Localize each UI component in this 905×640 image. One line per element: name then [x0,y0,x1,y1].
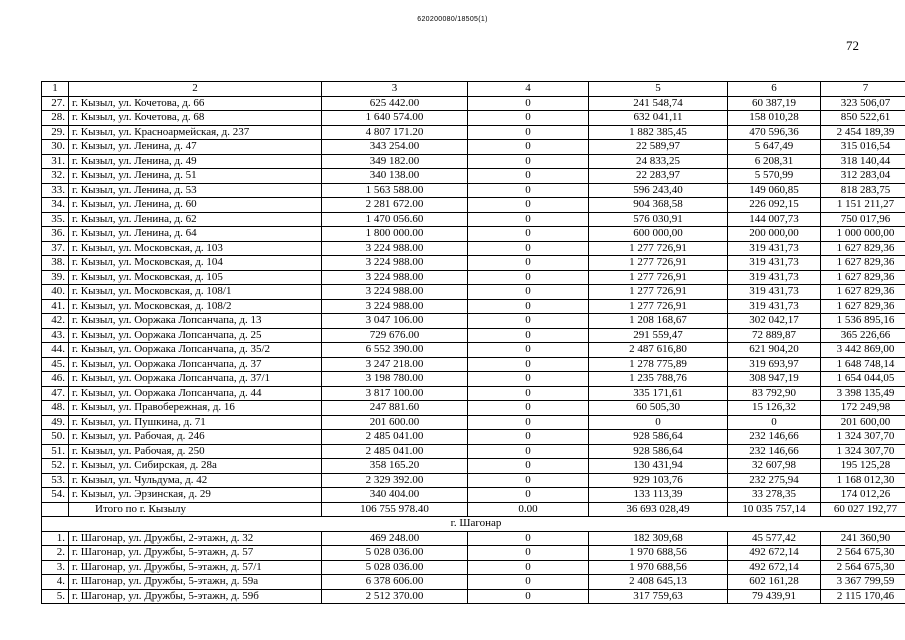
table-cell: 1 640 574.00 [322,111,468,126]
table-cell: 47. [42,386,69,401]
table-cell: 340 138.00 [322,169,468,184]
table-cell: 0 [468,343,589,358]
table-cell: 0 [468,270,589,285]
table-cell: 46. [42,372,69,387]
table-cell: 0 [468,386,589,401]
table-cell: 0.00 [468,502,589,517]
table-cell: 1 563 588.00 [322,183,468,198]
table-row [42,459,905,474]
table-cell: 0 [468,372,589,387]
table-cell: 1 654 044,05 [821,372,905,387]
table-cell: 1 800 000.00 [322,227,468,242]
table-cell: 241 360,90 [821,531,905,546]
table-cell: 6 378 606.00 [322,575,468,590]
table-row [42,256,905,271]
table-cell: 174 012,26 [821,488,905,503]
table-row [42,444,905,459]
table-cell: г. Кызыл, ул. Рабочая, д. 246 [69,430,322,445]
column-header: 6 [728,82,821,97]
table-cell: 10 035 757,14 [728,502,821,517]
table-cell: 34. [42,198,69,213]
table-cell: 44. [42,343,69,358]
table-row [42,169,905,184]
table-cell: г. Шагонар, ул. Дружбы, 2-этажн, д. 32 [69,531,322,546]
table-cell: г. Кызыл, ул. Московская, д. 105 [69,270,322,285]
table-cell: 0 [468,96,589,111]
table-row [42,285,905,300]
table-cell: 1 168 012,30 [821,473,905,488]
table-cell: 308 947,19 [728,372,821,387]
table-cell: 1 470 056.60 [322,212,468,227]
table-cell: 5 570,99 [728,169,821,184]
table-cell: 323 506,07 [821,96,905,111]
table-row [42,415,905,430]
table-cell: г. Кызыл, ул. Ооржака Лопсанчапа, д. 13 [69,314,322,329]
table-cell: г. Кызыл, ул. Пушкина, д. 71 [69,415,322,430]
table-cell: 469 248.00 [322,531,468,546]
table-cell: 929 103,76 [589,473,728,488]
table-cell: г. Кызыл, ул. Правобережная, д. 16 [69,401,322,416]
table-cell: 319 431,73 [728,241,821,256]
table-cell: 2. [42,546,69,561]
table-cell: г. Кызыл, ул. Ооржака Лопсанчапа, д. 37/1 [69,372,322,387]
table-cell: 3 224 988.00 [322,256,468,271]
table-cell: г. Кызыл, ул. Эрзинская, д. 29 [69,488,322,503]
table-cell: 50. [42,430,69,445]
table-cell: 3 224 988.00 [322,285,468,300]
table-cell: 195 125,28 [821,459,905,474]
table-cell: 3 224 988.00 [322,270,468,285]
table-cell: 49. [42,415,69,430]
table-cell: 0 [468,488,589,503]
table-row [42,386,905,401]
column-header: 7 [821,82,905,97]
table-cell: 2 512 370.00 [322,589,468,604]
column-header: 1 [42,82,69,97]
table-cell: 0 [468,328,589,343]
table-cell: 358 165.20 [322,459,468,474]
table-cell: 1 627 829,36 [821,270,905,285]
table-cell: г. Кызыл, ул. Сибирская, д. 28а [69,459,322,474]
table-cell: г. Кызыл, ул. Ленина, д. 64 [69,227,322,242]
table-cell: 33. [42,183,69,198]
data-table [41,81,905,604]
page-number: 72 [846,38,859,53]
table-cell: 492 672,14 [728,560,821,575]
table-cell: 45 577,42 [728,531,821,546]
table-cell: 0 [468,430,589,445]
column-header: 5 [589,82,728,97]
table-cell: 0 [468,198,589,213]
table-cell: 40. [42,285,69,300]
table-cell: 1 151 211,27 [821,198,905,213]
table-cell: г. Кызыл, ул. Ленина, д. 47 [69,140,322,155]
table-cell: 0 [468,459,589,474]
table-cell: 0 [468,415,589,430]
table-cell: 928 586,64 [589,444,728,459]
table-row [42,111,905,126]
table-cell: 319 431,73 [728,270,821,285]
table-cell: 31. [42,154,69,169]
table-row [42,531,905,546]
table-cell: 79 439,91 [728,589,821,604]
table-cell: 30. [42,140,69,155]
table-cell: 1 000 000,00 [821,227,905,242]
table-cell: 2 115 170,46 [821,589,905,604]
table-cell: 0 [468,299,589,314]
table-cell: 317 759,63 [589,589,728,604]
table-cell: 1 324 307,70 [821,444,905,459]
table-cell: 60 505,30 [589,401,728,416]
table-cell: 22 589,97 [589,140,728,155]
table-cell: 106 755 978.40 [322,502,468,517]
table-cell: 576 030,91 [589,212,728,227]
table-cell: 1 324 307,70 [821,430,905,445]
table-row [42,560,905,575]
table-cell: 1 970 688,56 [589,546,728,561]
table-cell: 201 600,00 [821,415,905,430]
table-cell: 3 198 780.00 [322,372,468,387]
table-cell: 1. [42,531,69,546]
table-cell: 3. [42,560,69,575]
table-cell: 0 [468,285,589,300]
table-cell: 52. [42,459,69,474]
table-cell: 1 278 775,89 [589,357,728,372]
table-cell: 315 016,54 [821,140,905,155]
table-cell: 3 367 799,59 [821,575,905,590]
table-cell: 0 [468,183,589,198]
table-row [42,372,905,387]
table-cell: 2 487 616,80 [589,343,728,358]
table-cell: 24 833,25 [589,154,728,169]
table-cell: 470 596,36 [728,125,821,140]
table-cell: 1 648 748,14 [821,357,905,372]
table-cell: 43. [42,328,69,343]
table-cell: 343 254.00 [322,140,468,155]
table-cell: 319 431,73 [728,299,821,314]
table-row [42,546,905,561]
table-cell: 904 368,58 [589,198,728,213]
table-cell: 0 [468,575,589,590]
table-cell: 0 [468,212,589,227]
table-cell: 60 027 192,77 [821,502,905,517]
table-cell: 5 028 036.00 [322,546,468,561]
table-cell: 158 010,28 [728,111,821,126]
table-cell: г. Кызыл, ул. Ленина, д. 53 [69,183,322,198]
table-cell: 36 693 028,49 [589,502,728,517]
table-cell: 318 140,44 [821,154,905,169]
table-cell: г. Кызыл, ул. Кочетова, д. 66 [69,96,322,111]
table-cell: г. Кызыл, ул. Ленина, д. 60 [69,198,322,213]
table-cell: 0 [468,589,589,604]
table-cell: 182 309,68 [589,531,728,546]
table-cell: 0 [468,401,589,416]
table-cell: 42. [42,314,69,329]
table-cell: г. Кызыл, ул. Ооржака Лопсанчапа, д. 44 [69,386,322,401]
table-cell: 27. [42,96,69,111]
table-cell: 3 398 135,49 [821,386,905,401]
total-label: Итого по г. Кызылу [69,502,322,517]
table-cell: 130 431,94 [589,459,728,474]
table-cell: 3 047 106.00 [322,314,468,329]
table-cell: 729 676.00 [322,328,468,343]
table-row [42,357,905,372]
table-cell: 625 442.00 [322,96,468,111]
table-cell: 319 431,73 [728,285,821,300]
table-cell: 1 277 726,91 [589,241,728,256]
table-cell: 1 277 726,91 [589,299,728,314]
table-cell: 2 281 672.00 [322,198,468,213]
table-cell: 621 904,20 [728,343,821,358]
table-cell: 3 247 218.00 [322,357,468,372]
table-cell: 818 283,75 [821,183,905,198]
table-cell: 247 881.60 [322,401,468,416]
table-cell: г. Кызыл, ул. Ленина, д. 51 [69,169,322,184]
table-cell: 5. [42,589,69,604]
table-cell: 0 [468,444,589,459]
table-row [42,575,905,590]
table-cell: 1 208 168,67 [589,314,728,329]
table-cell: г. Кызыл, ул. Московская, д. 103 [69,241,322,256]
table-cell: 201 600.00 [322,415,468,430]
table-cell: 41. [42,299,69,314]
table-cell: 1 627 829,36 [821,299,905,314]
table-cell: 750 017,96 [821,212,905,227]
table-cell: 0 [468,256,589,271]
table-cell [42,502,69,517]
section-row [42,517,905,532]
table-cell: 0 [468,314,589,329]
table-cell: 232 146,66 [728,444,821,459]
table-cell: 72 889,87 [728,328,821,343]
table-cell: 0 [468,125,589,140]
table-cell: 51. [42,444,69,459]
table-row [42,270,905,285]
table-cell: 2 564 675,30 [821,546,905,561]
table-row [42,198,905,213]
table-row [42,212,905,227]
table-row [42,328,905,343]
table-row [42,154,905,169]
document-id: 620200080/18505(1) [417,16,488,23]
table-cell: 83 792,90 [728,386,821,401]
table-cell: 172 249,98 [821,401,905,416]
table-cell: 226 092,15 [728,198,821,213]
table-cell: 1 277 726,91 [589,270,728,285]
table-cell: 1 627 829,36 [821,256,905,271]
table-cell: 632 041,11 [589,111,728,126]
table-cell: 45. [42,357,69,372]
table-cell: 133 113,39 [589,488,728,503]
table-cell: 1 627 829,36 [821,241,905,256]
table-cell: 850 522,61 [821,111,905,126]
table-cell: 232 146,66 [728,430,821,445]
table-row [42,140,905,155]
table-cell: г. Кызыл, ул. Московская, д. 108/2 [69,299,322,314]
table-cell: г. Кызыл, ул. Ленина, д. 62 [69,212,322,227]
table-cell: 0 [468,111,589,126]
table-cell: 2 485 041.00 [322,444,468,459]
table-row [42,227,905,242]
table-cell: 1 277 726,91 [589,285,728,300]
table-cell: 928 586,64 [589,430,728,445]
table-cell: г. Кызыл, ул. Московская, д. 108/1 [69,285,322,300]
table-cell: 2 329 392.00 [322,473,468,488]
table-cell: г. Кызыл, ул. Рабочая, д. 250 [69,444,322,459]
table-row [42,488,905,503]
table-cell: 335 171,61 [589,386,728,401]
table-cell: 312 283,04 [821,169,905,184]
table-cell: 602 161,28 [728,575,821,590]
table-cell: 0 [468,546,589,561]
table-cell: 1 970 688,56 [589,560,728,575]
table-cell: 349 182.00 [322,154,468,169]
table-cell: 1 277 726,91 [589,256,728,271]
table-cell: 6 552 390.00 [322,343,468,358]
table-cell: 319 693,97 [728,357,821,372]
table-row [42,473,905,488]
table-cell: 319 431,73 [728,256,821,271]
table-row [42,589,905,604]
table-cell: 0 [468,169,589,184]
table-row [42,96,905,111]
table-cell: г. Кызыл, ул. Ленина, д. 49 [69,154,322,169]
table-cell: 33 278,35 [728,488,821,503]
table-cell: 3 224 988.00 [322,299,468,314]
table-row [42,314,905,329]
table-cell: г. Кызыл, ул. Ооржака Лопсанчапа, д. 25 [69,328,322,343]
table-cell: 0 [468,154,589,169]
table-cell: 48. [42,401,69,416]
table-row [42,125,905,140]
table-cell: г. Шагонар, ул. Дружбы, 5-этажн, д. 59а [69,575,322,590]
table-cell: 1 536 895,16 [821,314,905,329]
section-title: г. Шагонар [42,517,905,532]
table-cell: 15 126,32 [728,401,821,416]
table-row [42,401,905,416]
table-cell: 365 226,66 [821,328,905,343]
table-cell: г. Шагонар, ул. Дружбы, 5-этажн, д. 57 [69,546,322,561]
table-cell: 0 [468,560,589,575]
table-cell: 241 548,74 [589,96,728,111]
column-header: 4 [468,82,589,97]
table-cell: 144 007,73 [728,212,821,227]
table-cell: 5 028 036.00 [322,560,468,575]
table-cell: 302 042,17 [728,314,821,329]
table-cell: 22 283,97 [589,169,728,184]
table-cell: 28. [42,111,69,126]
table-row [42,241,905,256]
table-cell: 0 [468,531,589,546]
table-cell: 596 243,40 [589,183,728,198]
table-cell: г. Кызыл, ул. Чульдума, д. 42 [69,473,322,488]
table-cell: 340 404.00 [322,488,468,503]
table-cell: 3 224 988.00 [322,241,468,256]
table-cell: 39. [42,270,69,285]
table-cell: 1 882 385,45 [589,125,728,140]
table-cell: 5 647,49 [728,140,821,155]
table-cell: 291 559,47 [589,328,728,343]
table-cell: г. Кызыл, ул. Ооржака Лопсанчапа, д. 35/2 [69,343,322,358]
table-cell: 35. [42,212,69,227]
table-cell: 0 [468,473,589,488]
column-header: 3 [322,82,468,97]
table-cell: 29. [42,125,69,140]
table-cell: 492 672,14 [728,546,821,561]
table-cell: 3 442 869,00 [821,343,905,358]
table-cell: г. Кызыл, ул. Московская, д. 104 [69,256,322,271]
table-cell: 6 208,31 [728,154,821,169]
table-cell: 0 [468,227,589,242]
table-cell: г. Шагонар, ул. Дружбы, 5-этажн, д. 57/1 [69,560,322,575]
table-cell: 2 564 675,30 [821,560,905,575]
table-cell: 149 060,85 [728,183,821,198]
table-cell: г. Кызыл, ул. Ооржака Лопсанчапа, д. 37 [69,357,322,372]
table-cell: 0 [468,140,589,155]
table-row [42,430,905,445]
table-row [42,299,905,314]
table-cell: 0 [589,415,728,430]
table-cell: г. Шагонар, ул. Дружбы, 5-этажн, д. 59б [69,589,322,604]
total-row [42,502,905,517]
table-cell: 38. [42,256,69,271]
table-row [42,183,905,198]
table-cell: 200 000,00 [728,227,821,242]
table-cell: 1 627 829,36 [821,285,905,300]
table-row [42,343,905,358]
table-cell: г. Кызыл, ул. Красноармейская, д. 237 [69,125,322,140]
table-cell: 54. [42,488,69,503]
table-cell: 3 817 100.00 [322,386,468,401]
table-cell: 2 485 041.00 [322,430,468,445]
table-cell: 32 607,98 [728,459,821,474]
table-cell: 32. [42,169,69,184]
table-cell: 2 408 645,13 [589,575,728,590]
table-cell: 37. [42,241,69,256]
table-cell: 4. [42,575,69,590]
table-cell: г. Кызыл, ул. Кочетова, д. 68 [69,111,322,126]
table-cell: 0 [468,357,589,372]
table-cell: 2 454 189,39 [821,125,905,140]
table-cell: 36. [42,227,69,242]
table-cell: 4 807 171.20 [322,125,468,140]
table-cell: 1 235 788,76 [589,372,728,387]
table-cell: 232 275,94 [728,473,821,488]
table-cell: 600 000,00 [589,227,728,242]
table-cell: 53. [42,473,69,488]
table-cell: 0 [468,241,589,256]
column-number-row [42,82,905,97]
table-cell: 0 [728,415,821,430]
table-cell: 60 387,19 [728,96,821,111]
column-header: 2 [69,82,322,97]
